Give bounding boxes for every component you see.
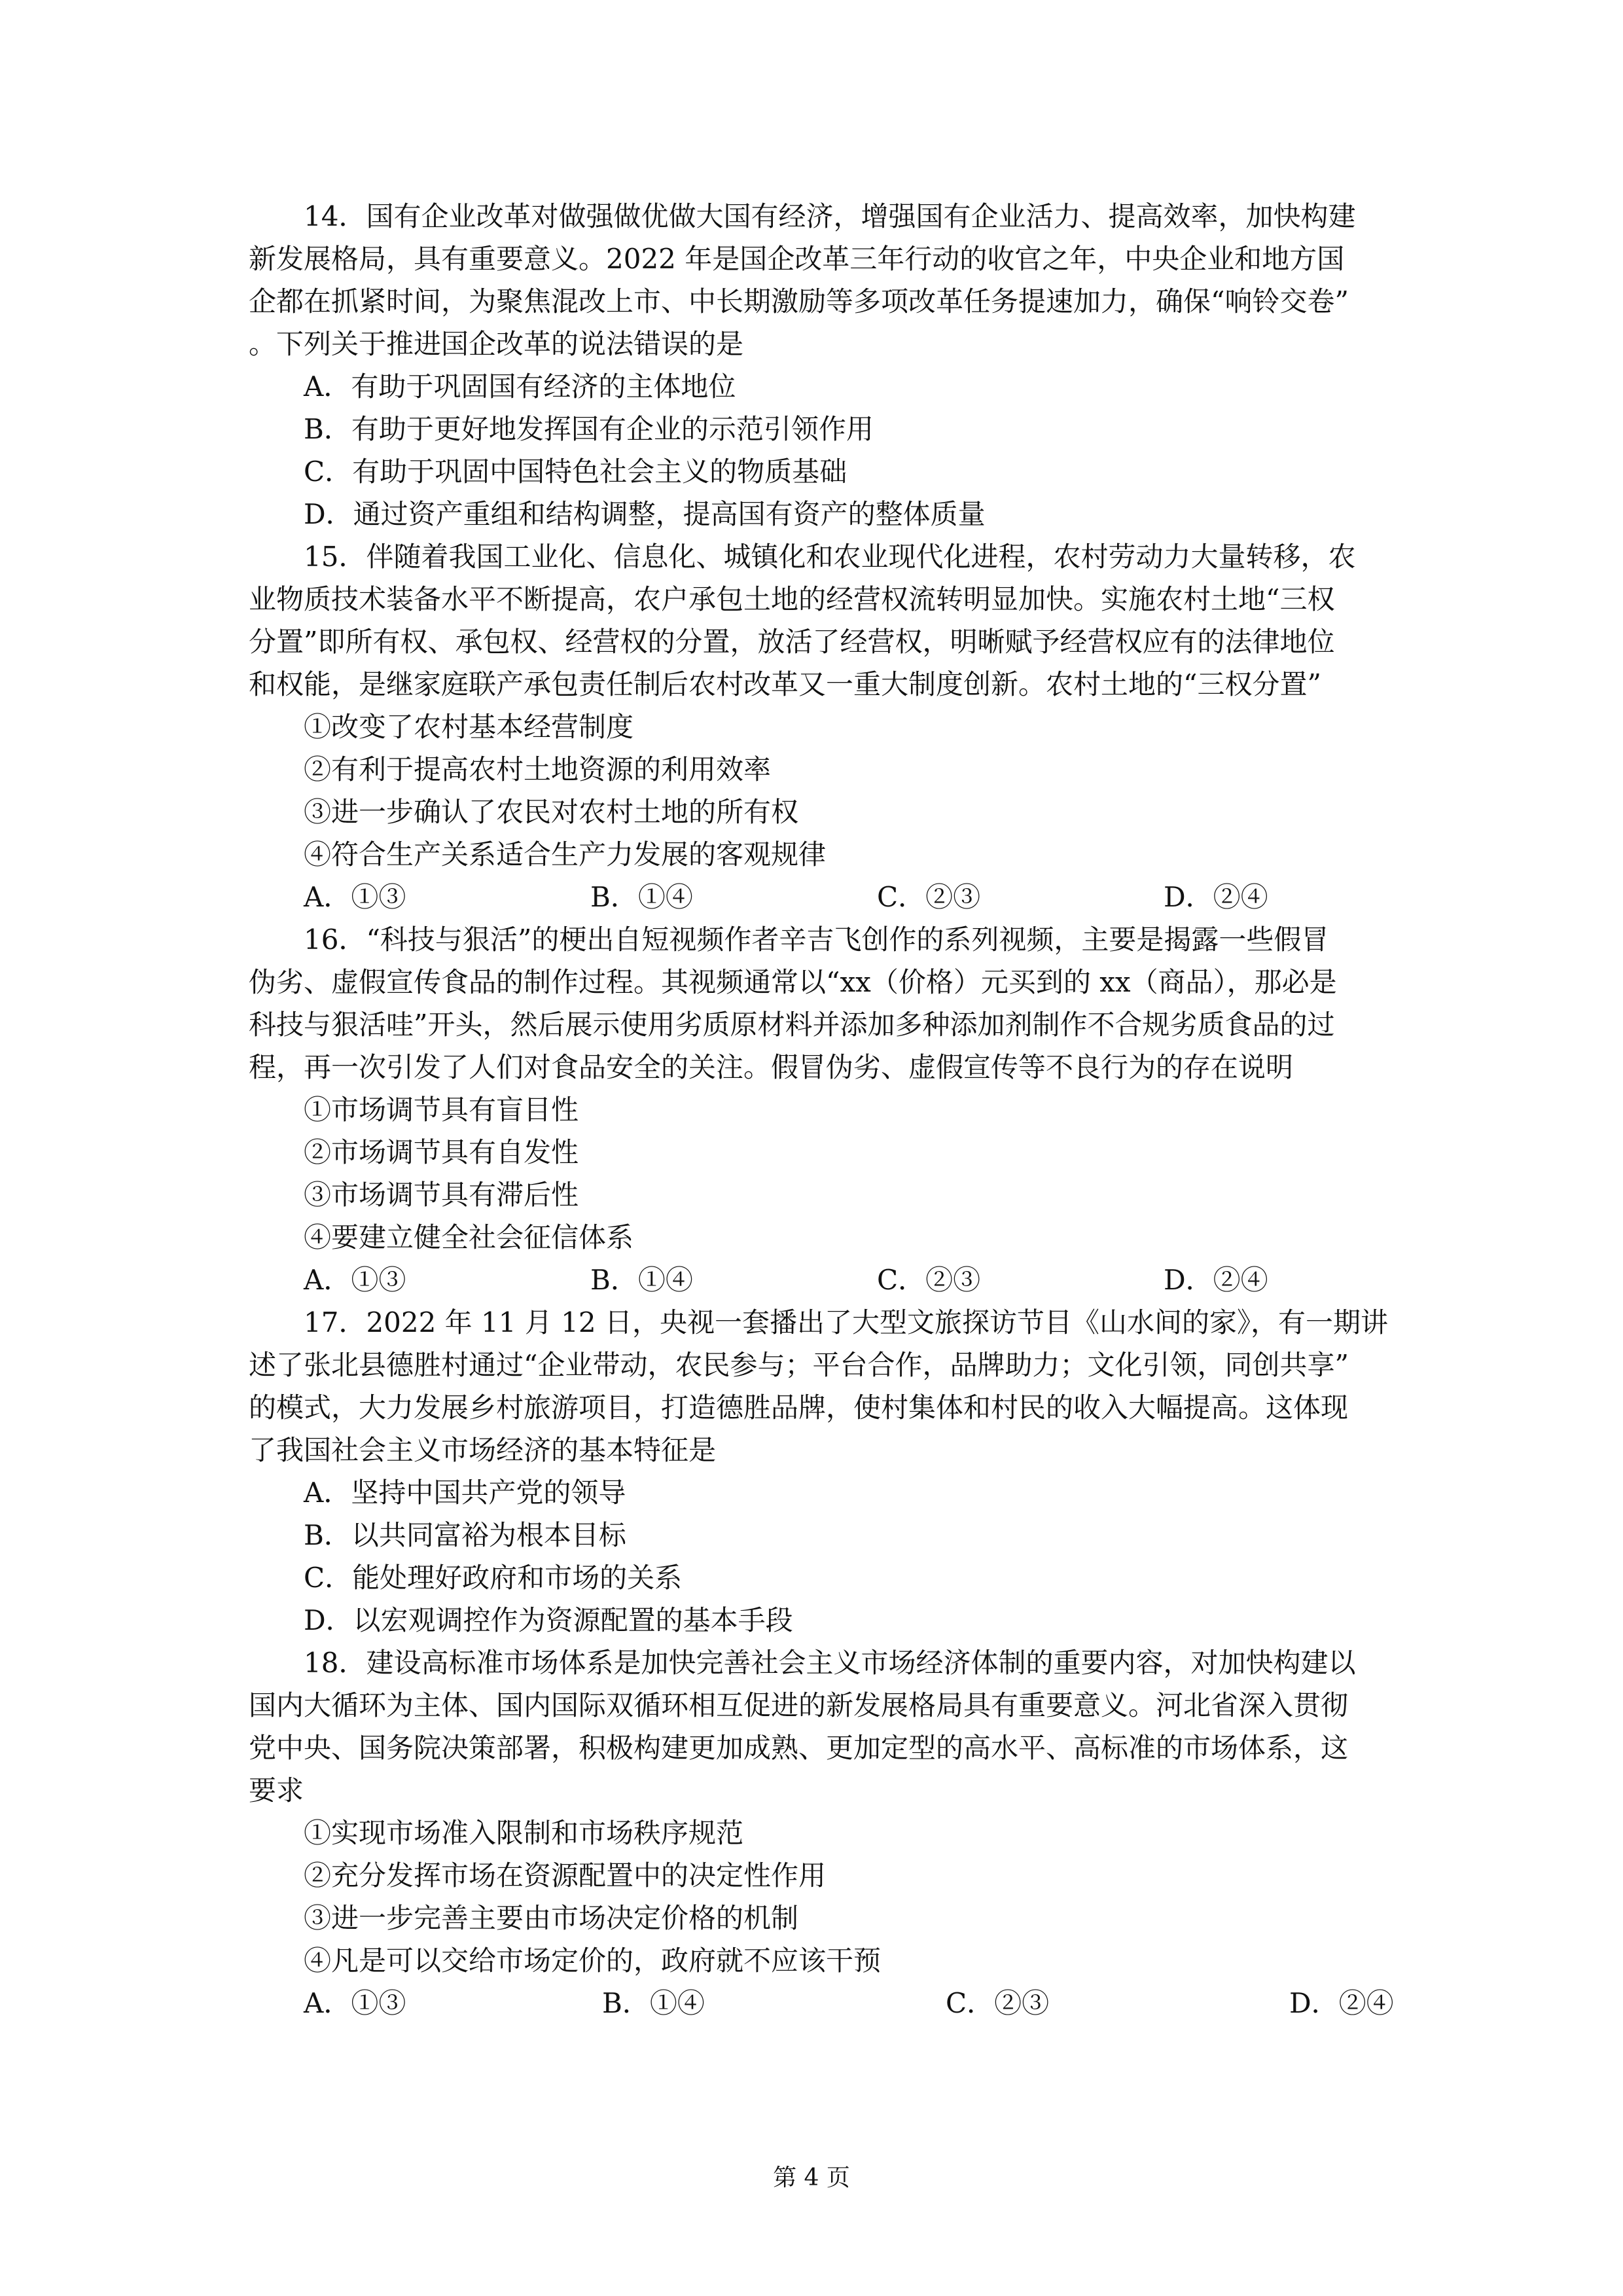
question-stem-line: 和权能，是继家庭联产承包责任制后农村改革又一重大制度创新。农村土地的“三权分置” (249, 668, 1321, 700)
answer-choice-d: D．②④ (1164, 1264, 1268, 1296)
page-content (249, 195, 1414, 2024)
statement-item: ④凡是可以交给市场定价的，政府就不应该干预 (304, 1945, 882, 1977)
question-stem-line: 程，再一次引发了人们对食品安全的关注。假冒伪劣、虚假宣传等不良行为的存在说明 (249, 1051, 1294, 1083)
statement-item: ①改变了农村基本经营制度 (304, 711, 634, 743)
answer-option: C．有助于巩固中国特色社会主义的物质基础 (304, 456, 847, 488)
answer-choice-b: B．①④ (602, 1987, 705, 2019)
question-stem-line: 16．“科技与狠活”的梗出自短视频作者辛吉飞创作的系列视频，主要是揭露一些假冒 (304, 924, 1329, 956)
question-14 (249, 195, 1414, 535)
question-stem-line: 新发展格局，具有重要意义。2022 年是国企改革三年行动的收官之年，中央企业和地方国 (249, 243, 1345, 275)
answer-option: A．有助于巩固国有经济的主体地位 (304, 370, 736, 403)
question-stem-line: 了我国社会主义市场经济的基本特征是 (249, 1434, 717, 1466)
question-stem-line: 。下列关于推进国企改革的说法错误的是 (249, 328, 744, 360)
answer-option: D．以宏观调控作为资源配置的基本手段 (304, 1604, 793, 1636)
question-stem-line: 党中央、国务院决策部署，积极构建更加成熟、更加定型的高水平、高标准的市场体系，这 (249, 1732, 1349, 1764)
question-stem-line: 业物质技术装备水平不断提高，农户承包土地的经营权流转明显加快。实施农村土地“三权 (249, 583, 1335, 615)
question-18 (249, 1641, 1414, 2024)
answer-choice-c: C．②③ (877, 881, 981, 913)
answer-option: B．有助于更好地发挥国有企业的示范引领作用 (304, 413, 874, 445)
answer-choice-d: D．②④ (1164, 881, 1268, 913)
page-number: 第 4 页 (773, 2164, 850, 2191)
statement-item: ②有利于提高农村土地资源的利用效率 (304, 753, 772, 785)
statement-item: ①实现市场准入限制和市场秩序规范 (304, 1817, 744, 1849)
statement-item: ①市场调节具有盲目性 (304, 1094, 579, 1126)
question-stem-line: 的模式，大力发展乡村旅游项目，打造德胜品牌，使村集体和村民的收入大幅提高。这体现 (249, 1391, 1349, 1424)
question-stem-line: 企都在抓紧时间，为聚焦混改上市、中长期激励等多项改革任务提速加力，确保“响铃交卷” (249, 285, 1349, 317)
question-stem-line: 要求 (249, 1774, 304, 1806)
statement-item: ③进一步确认了农民对农村土地的所有权 (304, 796, 799, 828)
question-17 (249, 1301, 1414, 1641)
question-stem-line: 分置”即所有权、承包权、经营权的分置，放活了经营权，明晰赋予经营权应有的法律地位 (249, 626, 1335, 658)
answer-choice-c: C．②③ (946, 1987, 1050, 2019)
answer-option: C．能处理好政府和市场的关系 (304, 1562, 683, 1594)
statement-item: ④符合生产关系适合生产力发展的客观规律 (304, 838, 827, 870)
answer-choice-d: D．②④ (1289, 1987, 1394, 2019)
question-stem-line: 国内大循环为主体、国内国际双循环相互促进的新发展格局具有重要意义。河北省深入贯彻 (249, 1689, 1349, 1721)
question-15 (249, 535, 1414, 918)
answer-choice-b: B．①④ (590, 1264, 693, 1296)
statement-item: ②充分发挥市场在资源配置中的决定性作用 (304, 1859, 827, 1892)
answer-choices-row (249, 876, 1414, 918)
answer-option: B．以共同富裕为根本目标 (304, 1519, 626, 1551)
question-16 (249, 918, 1414, 1301)
answer-choice-a: A．①③ (304, 881, 406, 913)
answer-choice-a: A．①③ (304, 1264, 406, 1296)
question-stem-line: 15．伴随着我国工业化、信息化、城镇化和农业现代化进程，农村劳动力大量转移，农 (304, 541, 1356, 573)
question-stem-line: 科技与狠活哇”开头，然后展示使用劣质原材料并添加多种添加剂制作不合规劣质食品的过 (249, 1009, 1335, 1041)
question-stem-line: 伪劣、虚假宣传食品的制作过程。其视频通常以“xx（价格）元买到的 xx（商品），那必是 (249, 966, 1337, 998)
answer-choice-b: B．①④ (590, 881, 693, 913)
answer-choice-c: C．②③ (877, 1264, 981, 1296)
answer-choice-a: A．①③ (304, 1987, 406, 2019)
question-stem-line: 述了张北县德胜村通过“企业带动，农民参与；平台合作，品牌助力；文化引领，同创共享” (249, 1349, 1349, 1381)
answer-choices-row (249, 1982, 1414, 2024)
statement-item: ③市场调节具有滞后性 (304, 1179, 579, 1211)
answer-choices-row (249, 1259, 1414, 1301)
question-stem-line: 14．国有企业改革对做强做优做大国有经济，增强国有企业活力、提高效率，加快构建 (304, 200, 1356, 232)
answer-option: D．通过资产重组和结构调整，提高国有资产的整体质量 (304, 498, 986, 530)
question-stem-line: 18．建设高标准市场体系是加快完善社会主义市场经济体制的重要内容，对加快构建以 (304, 1647, 1356, 1679)
statement-item: ③进一步完善主要由市场决定价格的机制 (304, 1902, 799, 1934)
answer-option: A．坚持中国共产党的领导 (304, 1477, 626, 1509)
statement-item: ④要建立健全社会征信体系 (304, 1221, 634, 1253)
statement-item: ②市场调节具有自发性 (304, 1136, 579, 1168)
question-stem-line: 17．2022 年 11 月 12 日，央视一套播出了大型文旅探访节目《山水间的家》，有一期讲 (304, 1306, 1388, 1338)
